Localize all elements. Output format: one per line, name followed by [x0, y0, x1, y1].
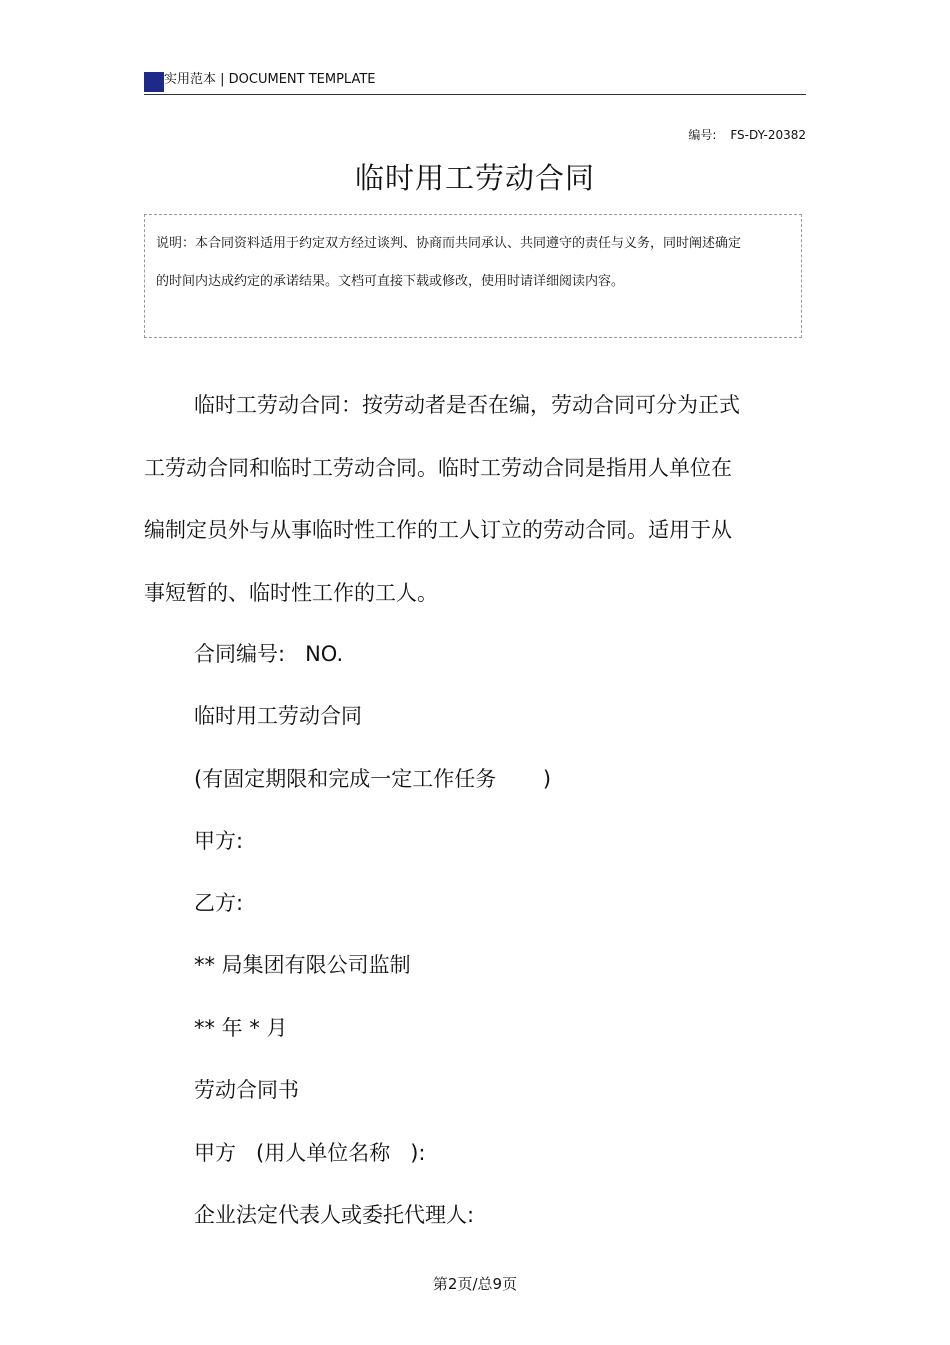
supervisor-line: ** 局集团有限公司监制: [194, 953, 411, 977]
legal-representative-line: 企业法定代表人或委托代理人:: [194, 1203, 475, 1227]
note-box: [144, 214, 802, 338]
party-a-line: 甲方:: [194, 829, 244, 853]
party-a-employer-line: 甲方 (用人单位名称 ):: [194, 1141, 426, 1165]
intro-paragraph: 临时工劳动合同：按劳动者是否在编，劳动合同可分为正式工劳动合同和临时工劳动合同。临时工劳动合同是指用人单位在编制定员外与从事临时性工作的工人订立的劳动合同。适用于从事短暂的、临时性工作的工人。: [144, 393, 740, 605]
party-b-line: 乙方:: [194, 891, 244, 915]
document-title: 临时用工劳动合同: [354, 161, 595, 195]
document-number-label: 编号:: [688, 128, 717, 142]
page-header: [144, 68, 806, 95]
contract-type-line: (有固定期限和完成一定工作任务 ): [194, 767, 552, 791]
note-text: 说明：本合同资料适用于约定双方经过谈判、协商而共同承认、共同遵守的责任与义务，同时阐述确定的时间内达成约定的承诺结果。文档可直接下载或修改，使用时请详细阅读内容。: [156, 236, 742, 289]
contract-title-line: 临时用工劳动合同: [194, 704, 362, 728]
header-text: 实用范本 | DOCUMENT TEMPLATE: [164, 72, 376, 87]
document-number-value: FS-DY-20382: [730, 128, 806, 142]
header-accent-square: [144, 72, 164, 92]
contract-book-line: 劳动合同书: [194, 1078, 299, 1102]
page-footer: 第2页/总9页: [432, 1275, 518, 1293]
document-number: [688, 126, 806, 144]
date-line: ** 年 * 月: [194, 1016, 288, 1040]
contract-number-line: 合同编号: NO.: [194, 642, 344, 666]
